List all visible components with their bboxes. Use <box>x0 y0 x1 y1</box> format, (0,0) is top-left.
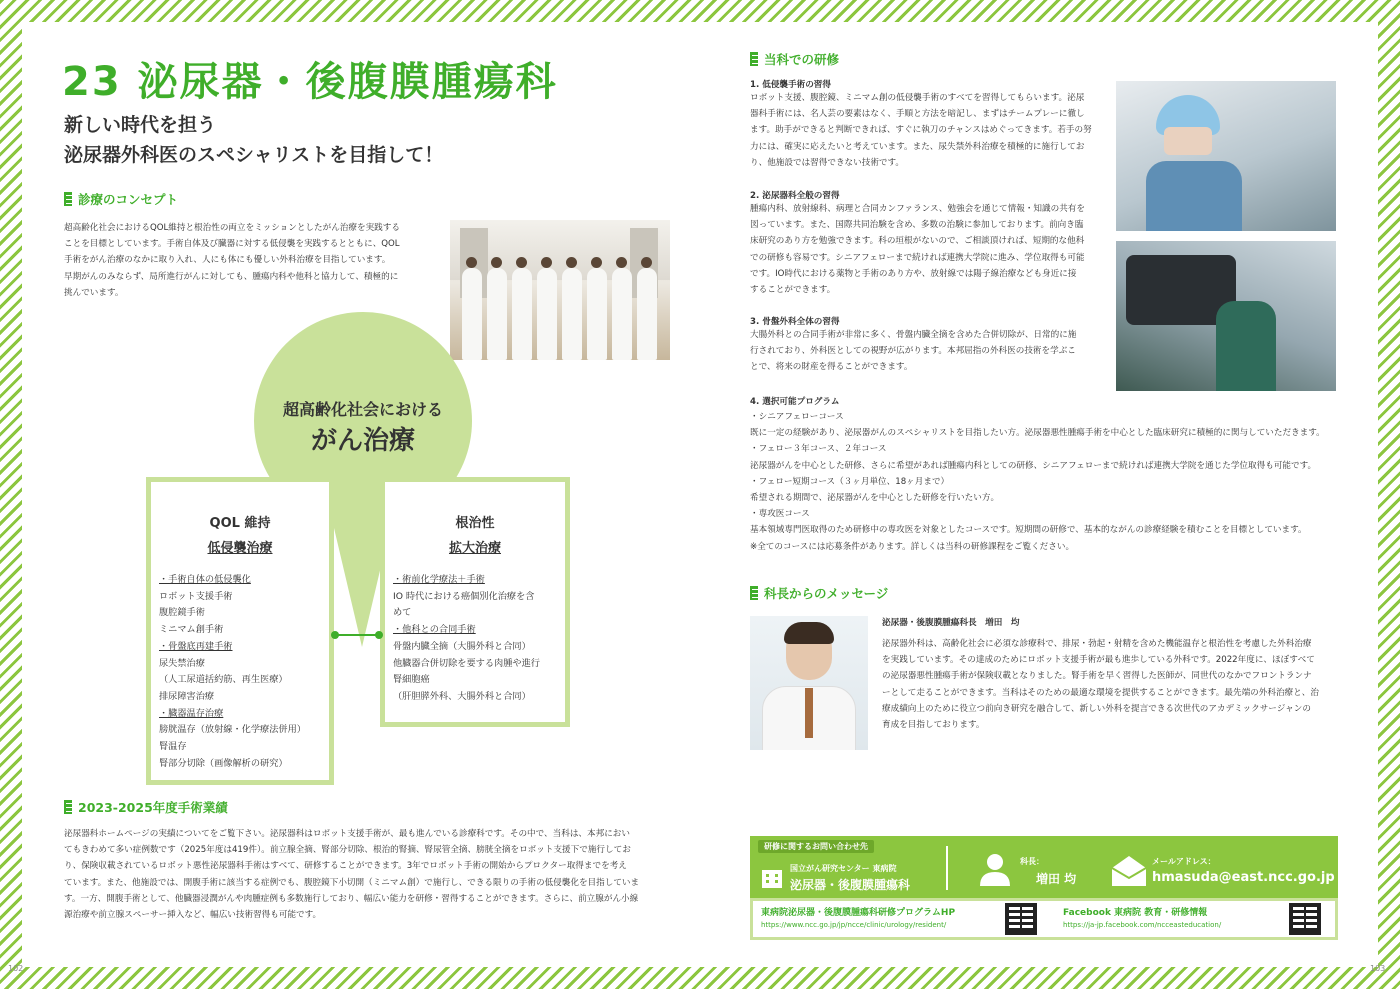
training-line: 床研究のあり方を勉強できます。科の垣根がないので、ご相談頂ければ、短期的な他科 <box>750 236 1085 247</box>
box-list-item: ・骨盤底再建手術 <box>159 640 233 652</box>
team-member-figure <box>637 268 657 360</box>
box-list-item: ・術前化学療法＋手術 <box>393 574 485 585</box>
program-line: 希望される期間で、泌尿器がんを中心とした研修を行いたい方。 <box>750 493 1000 504</box>
curative-box <box>380 477 570 727</box>
training-line: です。IO時代における薬物と手術のあり方や、放射線では陽子線治療なども身近に接 <box>750 268 1077 279</box>
left-page <box>8 22 700 973</box>
team-member-head <box>641 257 652 268</box>
program-title: 4. 選択可能プログラム <box>750 397 840 407</box>
team-member-figure <box>462 268 482 360</box>
results-line: てもきわめて多い症例数です（2025年度は419件）。前立腺全摘、腎部分切除、根治的腎摘、腎尿管全摘、膀胱全摘をロボット支援下で施行してお <box>64 845 631 856</box>
hp-link-title[interactable]: 東病院泌尿器・後腹膜腫瘍科研修プログラムHP <box>761 908 956 918</box>
hp-qr-code-icon <box>1005 903 1037 935</box>
team-member-head <box>466 257 477 268</box>
training-line: することができます。 <box>750 285 836 296</box>
links-panel <box>750 898 1338 940</box>
program-line: ・専攻医コース <box>750 509 810 520</box>
training-section-title: 1. 低侵襲手術の習得 <box>750 80 831 90</box>
program-line: 泌尿器がんを中心とした研修、さらに希望があれば腫瘍内科としての研修、シニアフェローまで続ければ連携大学院を通じた学位取得も可能です。 <box>750 460 1317 471</box>
facebook-qr-code-icon <box>1289 903 1321 935</box>
training-section-text <box>750 327 1110 376</box>
heading-bar-icon <box>750 586 758 600</box>
results-line: り、保険収載されているロボット悪性泌尿器科手術はすべて、研修することができます。3年でロボット手術の開始からプロクター取得までを考え <box>64 861 627 872</box>
training-line: 器科手術には、名人芸の要素はなく、手順と方法を暗記し、まずはチームプレーに徹し <box>750 109 1085 120</box>
concept-line: ことを目標としています。手術自体及び臓器に対する低侵襲を実践するとともに、QOL <box>64 239 400 250</box>
message-line: 泌尿器外科は、高齢化社会に必須な診療科で、排尿・勃起・射精を含めた機能温存と根治性を考慮した外科治療 <box>882 639 1312 649</box>
chief-label: 科長： <box>1020 857 1044 866</box>
box-list-item: 膀胱温存（放射線・化学療法併用） <box>159 724 306 736</box>
results-paragraph <box>64 826 664 923</box>
results-line: 泌尿器科ホームページの実績についてをご覧下さい。泌尿器科はロボット支援手術が、最も進んでいる診療科です。その中で、当科は、本邦におい <box>64 829 630 839</box>
facebook-link-title[interactable]: Facebook 東病院 教育・研修情報 <box>1063 908 1208 918</box>
box-list-item: めて <box>393 607 412 619</box>
training-line: 腫瘍内科、放射線科、病理と合同カンファランス、勉強会を通じて情報・知識の共有を <box>750 204 1085 214</box>
contact-dept: 泌尿器・後腹膜腫瘍科 <box>790 878 911 892</box>
concept-heading-text: 診療のコンセプト <box>78 192 179 207</box>
email-link[interactable]: hmasuda@east.ncc.go.jp <box>1152 870 1335 885</box>
facebook-link-url[interactable]: https://ja-jp.facebook.com/ncceasteducation/ <box>1063 921 1222 929</box>
training-section <box>750 189 1110 298</box>
lead-line-2: 泌尿器外科医のスペシャリストを目指して！ <box>64 144 444 166</box>
message-line: ーとして走ることができます。当科はそのための最適な環境を提供することができます。最先端の外科治療と、治 <box>882 687 1319 698</box>
training-line: 大腸外科との合同手術が非常に多く、骨盤内臓全摘を含めた合併切除が、日常的に施 <box>750 330 1077 340</box>
contact-org: 国立がん研究センター 東病院 <box>790 864 897 873</box>
concept-paragraph <box>64 220 444 301</box>
qol-box-heading: QOL 維持 <box>209 516 271 531</box>
box-list-item: ・手術自体の低侵襲化 <box>159 574 251 585</box>
chief-photo <box>750 616 868 750</box>
box-list-item: 他臓器合併切除を要する肉腫や進行 <box>393 657 540 669</box>
heading-bar-icon <box>750 52 758 66</box>
message-line: 育成を目指しております。 <box>882 720 985 731</box>
chief-title: 泌尿器・後腹膜腫瘍科長 増田 均 <box>882 618 1020 628</box>
training-line: とで、将来の財産を得ることができます。 <box>750 362 913 373</box>
concept-line: 挑んでいます。 <box>64 287 124 298</box>
contact-label: 研修に関するお問い合わせ先 <box>758 840 874 853</box>
right-page <box>700 22 1386 973</box>
person-icon <box>978 852 1012 886</box>
hp-link-url[interactable]: https://www.ncc.go.jp/jp/ncce/clinic/urology/resident/ <box>761 921 947 929</box>
training-line: 力には、確実に応えたいと考えています。また、尿失禁外科治療を積極的に施行してお <box>750 141 1085 152</box>
qol-box-subheading: 低侵襲治療 <box>207 541 273 556</box>
box-list-item: ミニマム創手術 <box>159 624 224 636</box>
training-heading-text: 当科での研修 <box>764 52 840 67</box>
results-heading-text: 2023-2025年度手術業績 <box>78 800 228 815</box>
box-list-item: 排尿障害治療 <box>159 690 215 702</box>
contact-panel <box>750 836 1338 898</box>
robot-surgery-photo <box>1116 241 1336 391</box>
program-line: ※全てのコースには応募条件があります。詳しくは当科の研修課程をご覧ください。 <box>750 541 1075 552</box>
box-list-item: ロボット支援手術 <box>159 590 233 602</box>
program-line: ・フェロー３年コース、２年コース <box>750 444 887 455</box>
curative-box-heading: 根治性 <box>455 516 495 531</box>
training-section <box>750 78 1110 171</box>
team-member-figure <box>537 268 557 360</box>
lead-text <box>64 110 443 170</box>
results-heading <box>64 798 228 816</box>
training-section-title: 2. 泌尿器科全般の習得 <box>750 191 840 201</box>
hospital-icon <box>760 864 784 888</box>
curative-box-list <box>393 572 559 706</box>
chief-name: 増田 均 <box>1036 872 1077 886</box>
message-line: の泌尿器悪性腫瘍手術が保険収載となりました。腎手術を早く習得した医師が、同世代のなかでフロントランナ <box>882 671 1312 682</box>
training-heading <box>750 50 839 68</box>
results-line: ています。また、他施設では、開腹手術に該当する症例でも、腹腔鏡下小切開（ミニマム創）で施行し、できる限りの手術の低侵襲化を目指していま <box>64 877 640 888</box>
training-section <box>750 315 1110 376</box>
training-line: り、他施設では習得できない技術です。 <box>750 157 905 168</box>
mail-icon <box>1112 856 1146 886</box>
email-label: メールアドレス： <box>1152 857 1216 866</box>
team-member-head <box>516 257 527 268</box>
results-line: 源治療や前立腺スペーサー挿入など、幅広い技術習得も可能です。 <box>64 910 322 921</box>
team-member-figure <box>487 268 507 360</box>
team-member-head <box>541 257 552 268</box>
box-list-item: 骨盤内臓全摘（大腸外科と合同） <box>393 640 531 652</box>
box-list-item: （人工尿道括約筋、再生医療） <box>159 674 288 686</box>
message-heading-text: 科長からのメッセージ <box>764 586 889 601</box>
message-paragraph <box>882 636 1338 733</box>
training-line: での研修も容易です。シニアフェローまで続ければ連携大学院に進み、学位取得も可能 <box>750 252 1085 263</box>
circle-subtitle: 超高齢化社会における <box>282 400 443 419</box>
page-number-right: 103 <box>1370 964 1386 973</box>
concept-line: 早期がんのみならず、局所進行がんに対しても、腫瘍内科や他科と協力して、積極的に <box>64 271 399 282</box>
circle-title: がん治療 <box>310 426 415 456</box>
box-list-item: ・臓器温存治療 <box>159 707 224 719</box>
training-section-text <box>750 90 1110 171</box>
page-title: 23 泌尿器・後腹膜腫瘍科 <box>62 59 558 105</box>
concept-line: 手術をがん治療のなかに取り入れ、人にも体にも優しい外科治療を目指しています。 <box>64 255 391 266</box>
box-connector <box>330 630 384 640</box>
box-list-item: 腎細胞癌 <box>393 674 430 686</box>
heading-bar-icon <box>64 800 72 814</box>
program-paragraph <box>750 409 1350 555</box>
program-line: ・シニアフェローコース <box>750 412 844 422</box>
team-member-head <box>591 257 602 268</box>
concept-heading <box>64 190 178 208</box>
results-line: す。一方、開腹手術として、他臓器浸潤がんや肉腫症例も多数施行しており、幅広い能力を研修・習得することができます。さらに、前立腺がん小線 <box>64 893 639 904</box>
lead-line-1: 新しい時代を担う <box>64 114 217 136</box>
training-line: ロボット支援、腹腔鏡、ミニマム創の低侵襲手術のすべてを習得してもらいます。泌尿 <box>750 93 1085 103</box>
program-line: ・フェロー短期コース（３ヶ月単位、18ヶ月まで） <box>750 476 950 487</box>
program-line: 既に一定の経験があり、泌尿器がんのスペシャリストを目指したい方。泌尿器悪性腫瘍手術を中心とした臨床研究に積極的に関与していただきます。 <box>750 428 1325 439</box>
message-heading <box>750 584 888 602</box>
box-list-item: ・他科との合同手術 <box>393 624 476 636</box>
team-member-figure <box>612 268 632 360</box>
training-line: ます。助手ができると判断できれば、すぐに執刀のチャンスはめぐってきます。若手の努 <box>750 125 1092 136</box>
team-member-head <box>566 257 577 268</box>
surgeon-photo <box>1116 81 1336 231</box>
box-list-item: 腎温存 <box>159 741 187 753</box>
heading-bar-icon <box>64 192 72 206</box>
program-line: 基本領域専門医取得のため研修中の専攻医を対象としたコースです。短期間の研修で、基本的ながんの診療経験を積むことを目標としています。 <box>750 525 1307 536</box>
team-member-head <box>616 257 627 268</box>
team-member-figure <box>587 268 607 360</box>
team-member-head <box>491 257 502 268</box>
qol-box <box>146 477 334 785</box>
qol-box-list <box>159 572 323 772</box>
message-line: 療成績向上のために役立つ前向き研究を融合して、新しい外科を提言できる次世代のアカデミックサージャンの <box>882 703 1311 714</box>
training-line: 図っています。また、国際共同治験を含め、多数の治験に参加しております。前向き臨 <box>750 220 1084 231</box>
curative-box-subheading: 拡大治療 <box>448 541 501 556</box>
message-line: を実践しています。その達成のためにロボット支援手術が最も進歩している外科です。2022年度に、ほぼすべて <box>882 655 1315 666</box>
team-member-figure <box>562 268 582 360</box>
box-list-item: 腎部分切除（画像解析の研究） <box>159 757 288 769</box>
concept-line: 超高齢化社会におけるQOL維持と根治性の両立をミッションとしたがん治療を実践する <box>64 223 400 233</box>
box-list-item: （肝胆膵外科、大腸外科と合同） <box>393 690 531 702</box>
training-line: 行されており、外科医としての視野が広がります。本邦屈指の外科医の技術を学ぶこ <box>750 346 1076 357</box>
box-list-item: 腹腔鏡手術 <box>159 607 205 619</box>
box-list-item: IO 時代における癌個別化治療を含 <box>393 590 535 602</box>
training-section-text <box>750 201 1110 298</box>
team-photo <box>450 220 670 360</box>
training-section-title: 3. 骨盤外科全体の習得 <box>750 317 840 327</box>
box-list-item: 尿失禁治療 <box>159 657 205 669</box>
team-member-figure <box>512 268 532 360</box>
page-number-left: 102 <box>8 964 24 973</box>
